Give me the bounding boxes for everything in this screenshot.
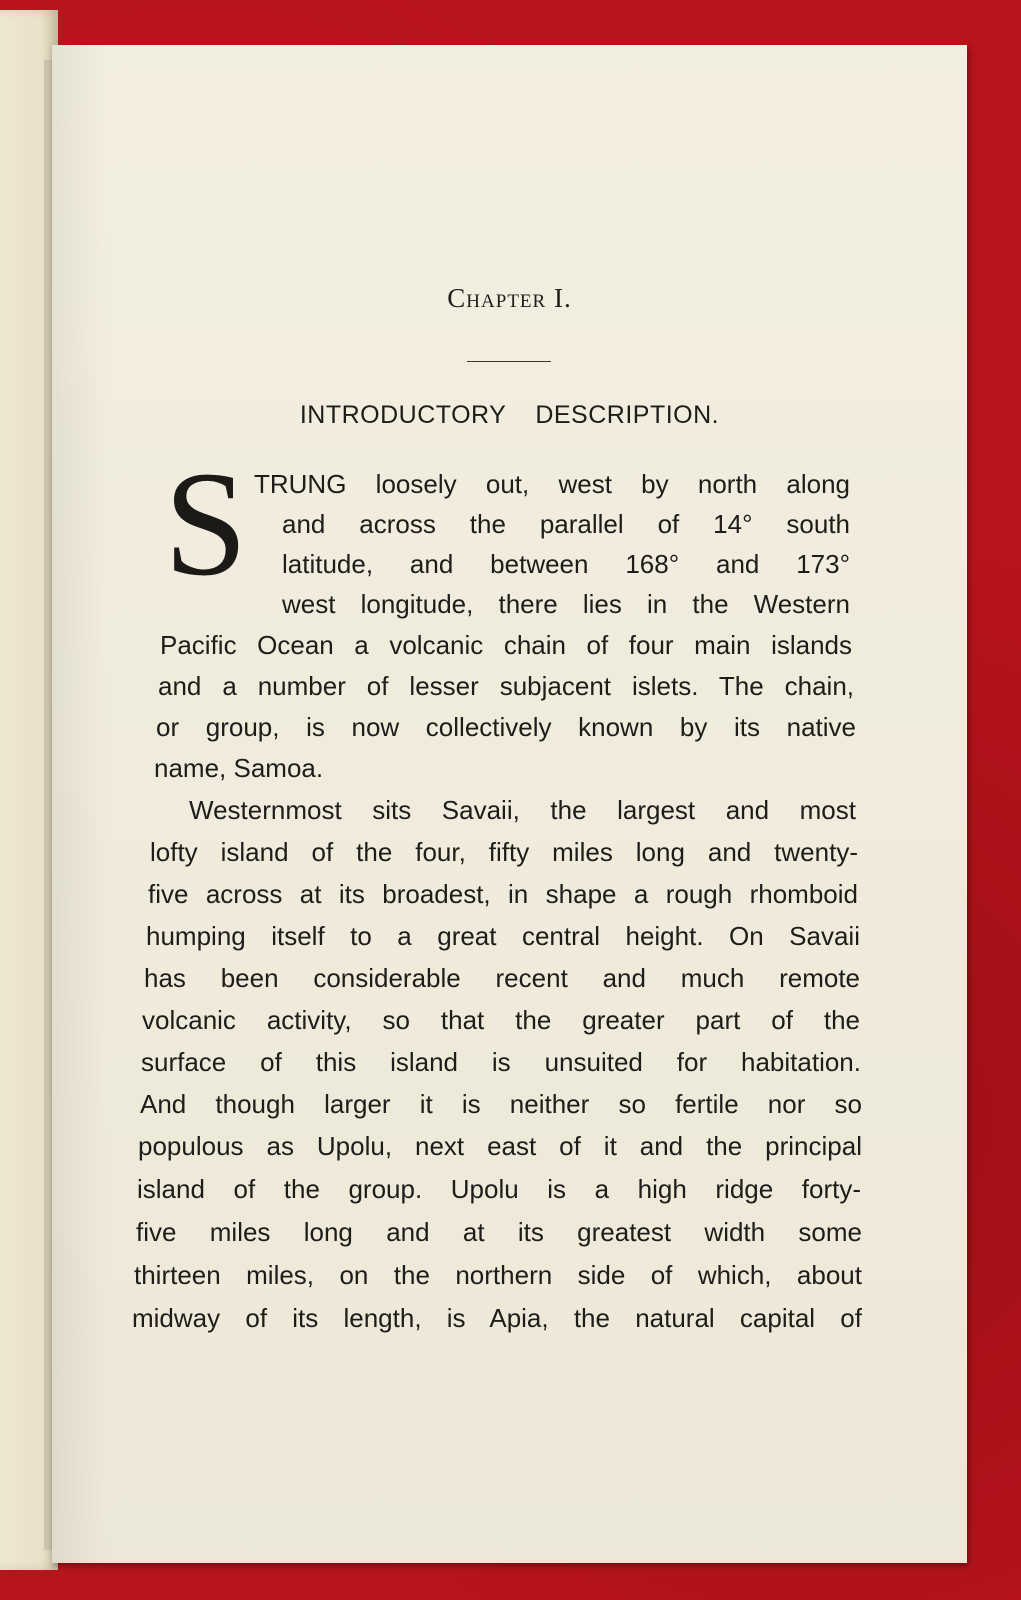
book-page <box>52 45 967 1563</box>
drop-cap-letter: S <box>164 441 248 607</box>
text-line: TRUNG loosely out, west by north along <box>254 469 850 499</box>
text-line: lofty island of the four, fifty miles long and twenty- <box>150 837 858 867</box>
text-line: volcanic activity, so that the greater part of the <box>142 1005 860 1035</box>
text-line: latitude, and between 168° and 173° <box>282 549 850 579</box>
text-line: island of the group. Upolu is a high ridge forty- <box>137 1174 861 1204</box>
text-line: humping itself to a great central height. On Savaii <box>146 921 860 951</box>
heading-rule <box>467 361 551 362</box>
text-line: or group, is now collectively known by its native <box>156 712 856 742</box>
text-line: And though larger it is neither so fertile nor so <box>140 1089 862 1119</box>
text-line: populous as Upolu, next east of it and the principal <box>138 1131 862 1161</box>
text-line: and across the parallel of 14° south <box>282 509 850 539</box>
section-title: INTRODUCTORY DESCRIPTION. <box>299 401 720 429</box>
text-line: surface of this island is unsuited for habitation. <box>141 1047 861 1077</box>
text-line: five across at its broadest, in shape a rough rhomboid <box>148 879 858 909</box>
text-line: name, Samoa. <box>154 753 324 783</box>
text-line: five miles long and at its greatest width some <box>136 1217 862 1247</box>
text-line: midway of its length, is Apia, the natural capital of <box>132 1303 862 1333</box>
text-line: Westernmost sits Savaii, the largest and most <box>189 795 856 825</box>
chapter-heading: Chapter I. <box>447 283 572 313</box>
text-line: Pacific Ocean a volcanic chain of four main islands <box>160 630 852 660</box>
text-line: has been considerable recent and much remote <box>144 963 860 993</box>
text-line: thirteen miles, on the northern side of which, about <box>134 1260 862 1290</box>
text-line: west longitude, there lies in the Western <box>282 589 850 619</box>
text-line: and a number of lesser subjacent islets. The chain, <box>158 671 854 701</box>
